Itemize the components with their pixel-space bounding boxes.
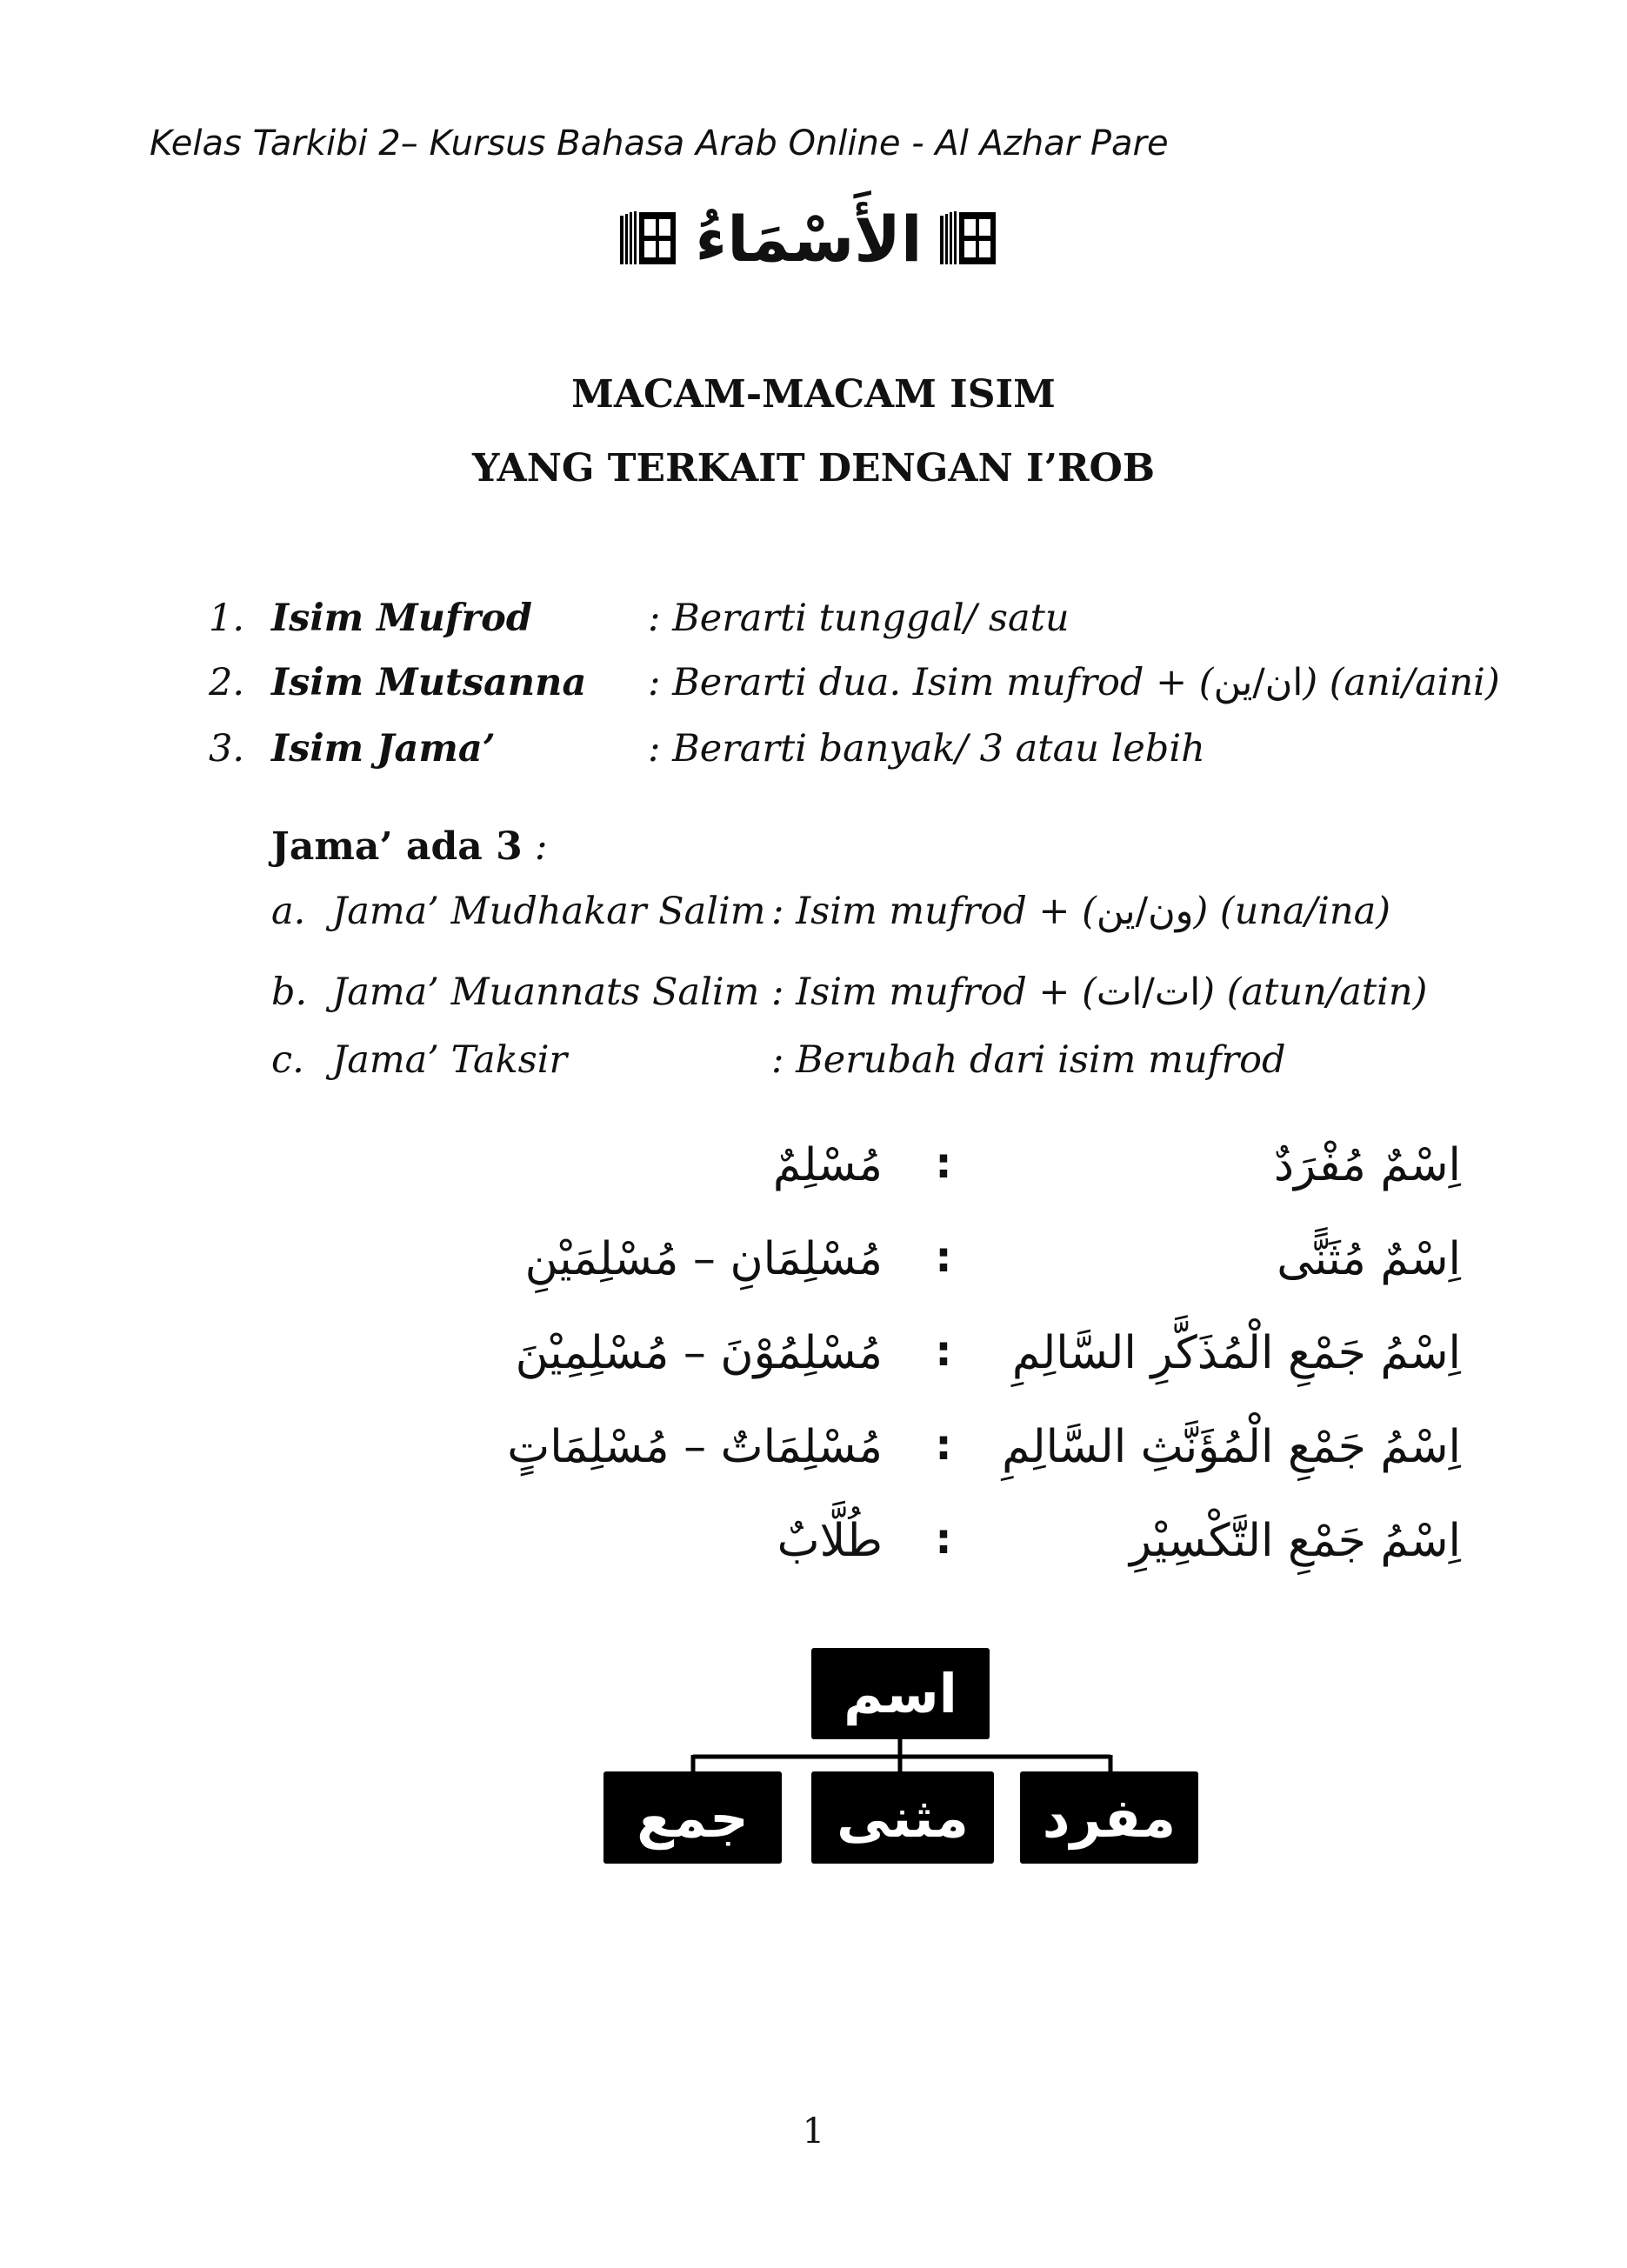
jama-letter: a.	[271, 890, 306, 933]
example-colon: :	[935, 1327, 952, 1376]
jama-term: Jama’ Muannats Salim	[332, 971, 760, 1014]
example-term: اِسْمٌ مُثَنًّى	[1277, 1233, 1461, 1285]
definition-desc: : Berarti banyak/ 3 atau lebih	[648, 727, 1205, 770]
window-grid-icon	[618, 209, 679, 270]
jama-term: Jama’ Mudhakar Salim	[332, 890, 766, 933]
definition-term: Isim Jama’	[271, 727, 496, 770]
example-term: اِسْمُ جَمْعِ التَّكْسِيْرِ	[1129, 1515, 1461, 1567]
jama-heading: Jama’ ada 3 :	[271, 824, 548, 869]
arabic-title: الأَسْمَاءُ	[695, 203, 923, 276]
example-value: مُسْلِمٌ	[772, 1139, 883, 1191]
example-row	[487, 1233, 1461, 1320]
page-title-line2: YANG TERKAIT DENGAN I’ROB	[471, 446, 1156, 490]
definition-number: 3.	[209, 727, 245, 770]
page-number: 1	[802, 2111, 825, 2151]
example-term: اِسْمُ جَمْعِ الْمُؤَنَّثِ السَّالِمِ	[1002, 1421, 1461, 1473]
jama-letter: c.	[271, 1038, 304, 1082]
tree-child-jama: جمع	[603, 1771, 782, 1864]
example-value: مُسْلِمَاتٌ – مُسْلِمَاتٍ	[507, 1421, 883, 1473]
example-colon: :	[935, 1233, 952, 1282]
example-row	[487, 1421, 1461, 1508]
jama-letter: b.	[271, 971, 308, 1014]
example-value: مُسْلِمَانِ – مُسْلِمَيْنِ	[524, 1233, 883, 1285]
example-colon: :	[935, 1421, 952, 1470]
example-term: اِسْمٌ مُفْرَدٌ	[1273, 1139, 1461, 1191]
jama-desc: : Isim mufrod + (ات/ات) (atun/atin)	[771, 971, 1428, 1014]
definition-number: 1.	[209, 597, 245, 640]
definition-term: Isim Mutsanna	[271, 661, 587, 704]
arabic-suffix: ان/ين	[1213, 661, 1304, 704]
jama-desc: : Isim mufrod + (ون/ين) (una/ina)	[771, 890, 1391, 933]
example-value: طُلَّابٌ	[777, 1515, 883, 1567]
example-value: مُسْلِمُوْنَ – مُسْلِمِيْنَ	[515, 1327, 883, 1379]
tree-root-box: اسم	[811, 1648, 990, 1739]
arabic-suffix: ات/ات	[1096, 971, 1201, 1014]
tree-child-mufrad: مفرد	[1020, 1771, 1198, 1864]
arabic-suffix: ون/ين	[1096, 890, 1194, 933]
jama-desc: : Berubah dari isim mufrod	[771, 1038, 1286, 1082]
definition-desc: : Berarti tunggal/ satu	[648, 597, 1070, 640]
example-row	[487, 1139, 1461, 1226]
arabic-title-block	[609, 196, 1009, 283]
window-grid-icon	[938, 209, 999, 270]
definition-number: 2.	[209, 661, 245, 704]
example-row	[487, 1327, 1461, 1414]
example-colon: :	[935, 1515, 952, 1564]
example-row	[487, 1515, 1461, 1602]
definition-desc: : Berarti dua. Isim mufrod + (ان/ين) (ani/aini)	[648, 661, 1500, 704]
page-title-line1: MACAM-MACAM ISIM	[571, 372, 1056, 417]
jama-term: Jama’ Taksir	[332, 1038, 568, 1082]
example-term: اِسْمُ جَمْعِ الْمُذَكَّرِ السَّالِمِ	[1011, 1327, 1461, 1379]
course-header: Kelas Tarkibi 2– Kursus Bahasa Arab Online - Al Azhar Pare	[150, 123, 1169, 163]
example-colon: :	[935, 1139, 952, 1188]
definition-term: Isim Mufrod	[271, 597, 532, 640]
tree-child-mutsanna: مثنى	[811, 1771, 994, 1864]
